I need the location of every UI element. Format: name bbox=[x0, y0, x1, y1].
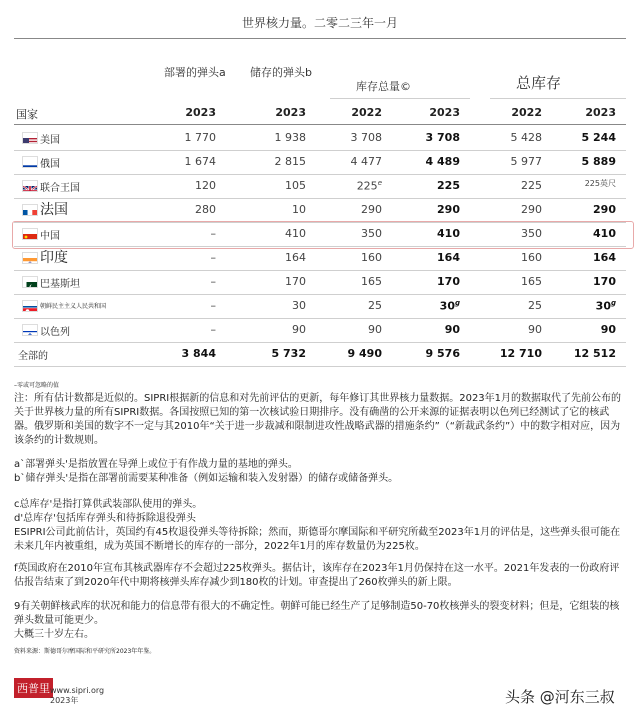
header-country: 国家 bbox=[16, 108, 38, 121]
value-text: 90 bbox=[368, 323, 382, 336]
value-text: 25 bbox=[528, 299, 542, 312]
table-row bbox=[14, 198, 626, 222]
year-total-2023: 2023 bbox=[585, 106, 616, 119]
header-inventory: 库存总量© bbox=[356, 80, 411, 93]
value-i22 bbox=[320, 155, 382, 168]
note-dash: –零或可忽略的值 bbox=[14, 382, 60, 389]
value-text: 290 bbox=[437, 203, 460, 216]
note-g: 9有关朝鲜核武库的状况和能力的信息带有很大的不确定性。朝鲜可能已经生产了足够制造50-70枚核弹头的裂变材料；但是，它组装的核弹头数量可能更少。 bbox=[14, 601, 620, 626]
value-i23 bbox=[398, 299, 460, 313]
value-text: 225 bbox=[356, 179, 378, 193]
value-i22 bbox=[320, 227, 382, 240]
pakistan-flag-icon bbox=[22, 276, 38, 288]
table-row bbox=[14, 270, 626, 294]
russia-flag-icon bbox=[22, 156, 38, 168]
country-name: 以色列 bbox=[40, 327, 70, 338]
country-name: 法国 bbox=[40, 202, 68, 218]
value-s bbox=[244, 155, 306, 168]
value-text: – bbox=[210, 251, 216, 264]
site-year: 2023年 bbox=[50, 696, 79, 705]
value-i22 bbox=[320, 275, 382, 288]
value-s bbox=[244, 275, 306, 288]
footnote-marker: e bbox=[377, 179, 382, 187]
total-row bbox=[14, 342, 626, 366]
value-t23 bbox=[554, 251, 616, 264]
value-text: 225英尺 bbox=[584, 179, 616, 188]
note-general: 注：所有估计数都是近似的。SIPRI根据新的信息和对先前评估的更新，每年修订其世界核力量数据。2023年1月的数据取代了先前公布的关于世界核力量的所有SIPRI数据。各国按照已知的第一次核试验日期排序。没有确凿的公开来源的证据表明以色列已经测试了它的核武器。俄罗斯和美国的数字不一定与其2010年“关于进一步裁减和限制进攻性战略武器的措施条约”（“新裁武条约”）中的数字相对应，因为该条约的计数规则。 bbox=[14, 393, 622, 446]
value-text: – bbox=[210, 323, 216, 336]
value-text: 5 889 bbox=[581, 155, 616, 168]
value-i23 bbox=[398, 323, 460, 336]
value-i23 bbox=[398, 275, 460, 288]
table-row bbox=[14, 174, 626, 198]
value-text: 165 bbox=[361, 275, 382, 288]
dprk-flag-icon bbox=[22, 300, 38, 312]
value-s bbox=[244, 251, 306, 264]
value-i23 bbox=[398, 203, 460, 216]
value-s bbox=[244, 203, 306, 216]
value-t23 bbox=[554, 131, 616, 144]
value-text: 90 bbox=[600, 323, 616, 336]
value-d bbox=[154, 179, 216, 192]
note-a: a`部署弹头'是指放置在导弹上或位于有作战力量的基地的弹头。 bbox=[14, 459, 298, 470]
value-d bbox=[154, 323, 216, 336]
value-t22 bbox=[480, 299, 542, 312]
site-url[interactable]: www.sipri.org bbox=[50, 686, 105, 695]
value-t22 bbox=[480, 251, 542, 264]
row-divider bbox=[14, 366, 626, 367]
china-flag-icon bbox=[22, 228, 38, 240]
table-row bbox=[14, 150, 626, 174]
value-s bbox=[244, 179, 306, 192]
value-i22 bbox=[320, 323, 382, 336]
value-text: 5 732 bbox=[271, 347, 306, 360]
value-text: 350 bbox=[361, 227, 382, 240]
value-text: 350 bbox=[521, 227, 542, 240]
value-i23 bbox=[398, 251, 460, 264]
year-inventory-2022: 2022 bbox=[351, 106, 382, 119]
header-stored: 储存的弹头b bbox=[250, 66, 312, 79]
uk-flag-icon bbox=[22, 180, 38, 192]
value-i22 bbox=[320, 251, 382, 264]
header-total: 总库存 bbox=[516, 74, 562, 92]
value-t23 bbox=[554, 155, 616, 168]
value-i22 bbox=[320, 203, 382, 216]
value-text: 410 bbox=[593, 227, 616, 240]
country-name: 联合王国 bbox=[40, 183, 80, 194]
value-i22 bbox=[320, 179, 382, 193]
footnote-marker: g bbox=[610, 299, 616, 307]
value-t23 bbox=[554, 347, 616, 360]
value-t22 bbox=[480, 203, 542, 216]
year-total-2022: 2022 bbox=[511, 106, 542, 119]
header-deployed: 部署的弹头a bbox=[164, 66, 226, 79]
value-i23 bbox=[398, 131, 460, 144]
value-text: 30 bbox=[292, 299, 306, 312]
value-text: 290 bbox=[593, 203, 616, 216]
india-flag-icon bbox=[22, 252, 38, 264]
value-text: 30 bbox=[439, 299, 455, 313]
value-text: 5 977 bbox=[510, 155, 542, 168]
header-divider bbox=[14, 124, 626, 125]
value-t22 bbox=[480, 179, 542, 192]
table-row bbox=[14, 222, 626, 246]
value-t22 bbox=[480, 155, 542, 168]
note-e: ESIPRI公司此前估计，英国约有45枚退役弹头等待拆除；然而，斯德哥尔摩国际和平研究所截至2023年1月的评估是，这些弹头很可能在未来几年内被重组，成为英国不断增长的库存的一部分，2022年1月的库存数量仍为225枚。 bbox=[14, 527, 621, 552]
value-text: 225 bbox=[521, 179, 542, 192]
value-t22 bbox=[480, 227, 542, 240]
note-f: f英国政府在2010年宣布其核武器库存不会超过225枚弹头。据估计，该库存在2023年1月仍保持在这一水平。2021年发表的一份政府评估报告结束了到2020年代中期将核弹头库存减少到180枚的计划。审查提出了260枚弹头的新上限。 bbox=[14, 563, 620, 588]
value-text: 1 938 bbox=[274, 131, 306, 144]
value-text: 280 bbox=[195, 203, 216, 216]
israel-flag-icon bbox=[22, 324, 38, 336]
value-text: 12 512 bbox=[573, 347, 616, 360]
total-rule bbox=[490, 98, 626, 99]
year-inventory-2023: 2023 bbox=[429, 106, 460, 119]
value-text: 90 bbox=[528, 323, 542, 336]
value-text: 3 844 bbox=[181, 347, 216, 360]
value-d bbox=[154, 131, 216, 144]
value-i22 bbox=[320, 299, 382, 312]
watermark: 头条 @河东三叔 bbox=[505, 688, 615, 706]
value-t22 bbox=[480, 347, 542, 360]
value-text: 410 bbox=[437, 227, 460, 240]
table-row bbox=[14, 294, 626, 318]
value-text: 90 bbox=[444, 323, 460, 336]
country-name: 俄国 bbox=[40, 159, 60, 170]
value-text: 170 bbox=[285, 275, 306, 288]
value-text: 105 bbox=[285, 179, 306, 192]
top-divider bbox=[14, 38, 626, 39]
table-row bbox=[14, 318, 626, 342]
value-t23 bbox=[554, 178, 616, 189]
value-text: 120 bbox=[195, 179, 216, 192]
value-i22 bbox=[320, 131, 382, 144]
value-t23 bbox=[554, 203, 616, 216]
value-text: 5 244 bbox=[581, 131, 616, 144]
france-flag-icon bbox=[22, 204, 38, 216]
site-info bbox=[50, 686, 104, 706]
country-name: 全部的 bbox=[18, 351, 48, 362]
value-text: 3 708 bbox=[425, 131, 460, 144]
value-text: – bbox=[210, 299, 216, 312]
value-text: 4 477 bbox=[350, 155, 382, 168]
value-d bbox=[154, 227, 216, 240]
value-d bbox=[154, 155, 216, 168]
value-t23 bbox=[554, 323, 616, 336]
country-name: 朝鲜民主主义人民共和国 bbox=[40, 303, 107, 310]
note-g-cont: 大概三十岁左右。 bbox=[14, 629, 94, 640]
value-text: 160 bbox=[521, 251, 542, 264]
note-d: d'总库存'包括库存弹头和待拆除退役弹头 bbox=[14, 513, 196, 524]
value-text: 2 815 bbox=[274, 155, 306, 168]
value-text: 9 576 bbox=[425, 347, 460, 360]
value-s bbox=[244, 131, 306, 144]
value-text: 12 710 bbox=[499, 347, 542, 360]
value-text: 9 490 bbox=[347, 347, 382, 360]
country-name: 巴基斯坦 bbox=[40, 279, 80, 290]
page-title: 世界核力量。二零二三年一月 bbox=[241, 16, 398, 30]
value-d bbox=[154, 203, 216, 216]
value-text: – bbox=[210, 275, 216, 288]
value-d bbox=[154, 299, 216, 312]
value-s bbox=[244, 323, 306, 336]
value-i23 bbox=[398, 347, 460, 360]
value-text: 164 bbox=[437, 251, 460, 264]
value-text: 4 489 bbox=[425, 155, 460, 168]
country-name: 印度 bbox=[40, 250, 68, 266]
value-text: 170 bbox=[437, 275, 460, 288]
value-text: 290 bbox=[521, 203, 542, 216]
footnote-marker: g bbox=[454, 299, 460, 307]
table-row bbox=[14, 246, 626, 270]
value-t23 bbox=[554, 227, 616, 240]
value-text: 290 bbox=[361, 203, 382, 216]
value-text: 1 674 bbox=[184, 155, 216, 168]
value-text: 3 708 bbox=[350, 131, 382, 144]
note-b: b`储存弹头'是指在部署前需要某种准备（例如运输和装入发射器）的储存或储备弹头。 bbox=[14, 473, 399, 484]
value-t22 bbox=[480, 323, 542, 336]
value-s bbox=[244, 347, 306, 360]
sipri-logo: 西普里 bbox=[14, 678, 53, 698]
value-text: 25 bbox=[368, 299, 382, 312]
value-text: 410 bbox=[285, 227, 306, 240]
note-source: 资料来源：斯德哥尔摩国际和平研究所2023年年鉴。 bbox=[14, 648, 156, 655]
us-flag-icon bbox=[22, 132, 38, 144]
year-deployed: 2023 bbox=[185, 106, 216, 119]
value-text: 170 bbox=[593, 275, 616, 288]
value-text: 1 770 bbox=[184, 131, 216, 144]
country-name: 美国 bbox=[40, 135, 60, 146]
value-s bbox=[244, 299, 306, 312]
inventory-rule bbox=[330, 98, 470, 99]
value-i23 bbox=[398, 227, 460, 240]
value-text: 30 bbox=[595, 299, 611, 313]
country-name: 中国 bbox=[40, 231, 60, 242]
value-i22 bbox=[320, 347, 382, 360]
value-text: 165 bbox=[521, 275, 542, 288]
value-t22 bbox=[480, 275, 542, 288]
table-row bbox=[14, 126, 626, 150]
value-text: 164 bbox=[285, 251, 306, 264]
value-text: 5 428 bbox=[510, 131, 542, 144]
value-text: – bbox=[210, 227, 216, 240]
value-text: 225 bbox=[437, 179, 460, 192]
value-d bbox=[154, 347, 216, 360]
value-d bbox=[154, 251, 216, 264]
note-c: c总库存'是指打算供武装部队使用的弹头。 bbox=[14, 499, 203, 510]
value-i23 bbox=[398, 179, 460, 192]
value-text: 90 bbox=[292, 323, 306, 336]
value-i23 bbox=[398, 155, 460, 168]
value-d bbox=[154, 275, 216, 288]
value-t23 bbox=[554, 275, 616, 288]
value-text: 160 bbox=[361, 251, 382, 264]
value-text: 10 bbox=[292, 203, 306, 216]
value-text: 164 bbox=[593, 251, 616, 264]
value-t22 bbox=[480, 131, 542, 144]
year-stored: 2023 bbox=[275, 106, 306, 119]
value-t23 bbox=[554, 299, 616, 313]
value-s bbox=[244, 227, 306, 240]
